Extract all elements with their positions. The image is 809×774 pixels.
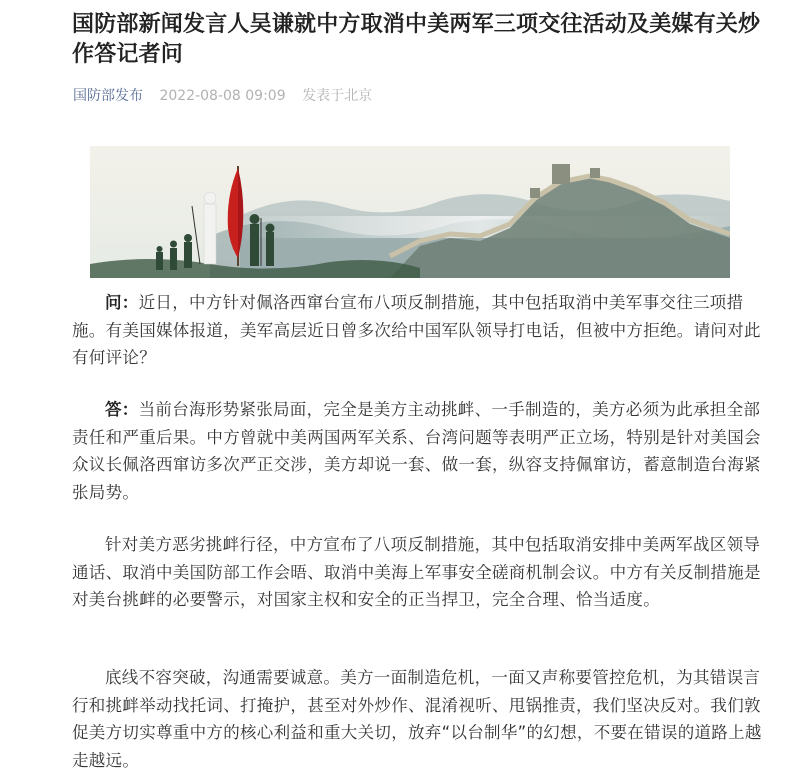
banner-image <box>90 146 730 278</box>
paragraph-bottom-line <box>72 664 762 774</box>
answer-label: 答： <box>105 400 139 419</box>
article-meta <box>73 87 372 105</box>
publish-date: 2022-08-08 09:09 <box>159 88 286 104</box>
paragraph-question <box>72 289 762 372</box>
question-label: 问： <box>105 293 139 312</box>
paragraph-text: 近日，中方针对佩洛西窜台宣布八项反制措施，其中包括取消中美军事交往三项措施。有美国媒体报道，美军高层近日曾多次给中国军队领导打电话，但被中方拒绝。请问对此有何评论？ <box>72 293 761 367</box>
account-link[interactable]: 国防部发布 <box>73 88 143 104</box>
banner-illustration <box>90 146 730 278</box>
publish-location: 发表于北京 <box>302 88 373 104</box>
article-title: 国防部新闻发言人吴谦就中方取消中美两军三项交往活动及美媒有关炒作答记者问 <box>72 12 761 67</box>
paragraph-text: 当前台海形势紧张局面，完全是美方主动挑衅、一手制造的，美方必须为此承担全部责任和严重后果。中方曾就中美两国两军关系、台湾问题等表明严正立场，特别是针对美国会众议长佩洛西窜访多次严正交涉，美方却说一套、做一套，纵容支持佩窜访，蓄意制造台海紧张局势。 <box>72 400 761 502</box>
paragraph-text: 底线不容突破，沟通需要诚意。美方一面制造危机，一面又声称要管控危机，为其错误言行和挑衅举动找托词、打掩护，甚至对外炒作、混淆视听、甩锅推责，我们坚决反对。我们敦促美方切实尊重中方的核心利益和重大关切，放弃“以台制华”的幻想，不要在错误的道路上越走越远。 <box>72 668 762 770</box>
paragraph-answer <box>72 396 762 506</box>
paragraph-countermeasures <box>72 531 762 614</box>
paragraph-text: 针对美方恶劣挑衅行径，中方宣布了八项反制措施，其中包括取消安排中美两军战区领导通话、取消中美国防部工作会晤、取消中美海上军事安全磋商机制会议。中方有关反制措施是对美台挑衅的必要警示，对国家主权和安全的正当捍卫，完全合理、恰当适度。 <box>72 535 761 609</box>
